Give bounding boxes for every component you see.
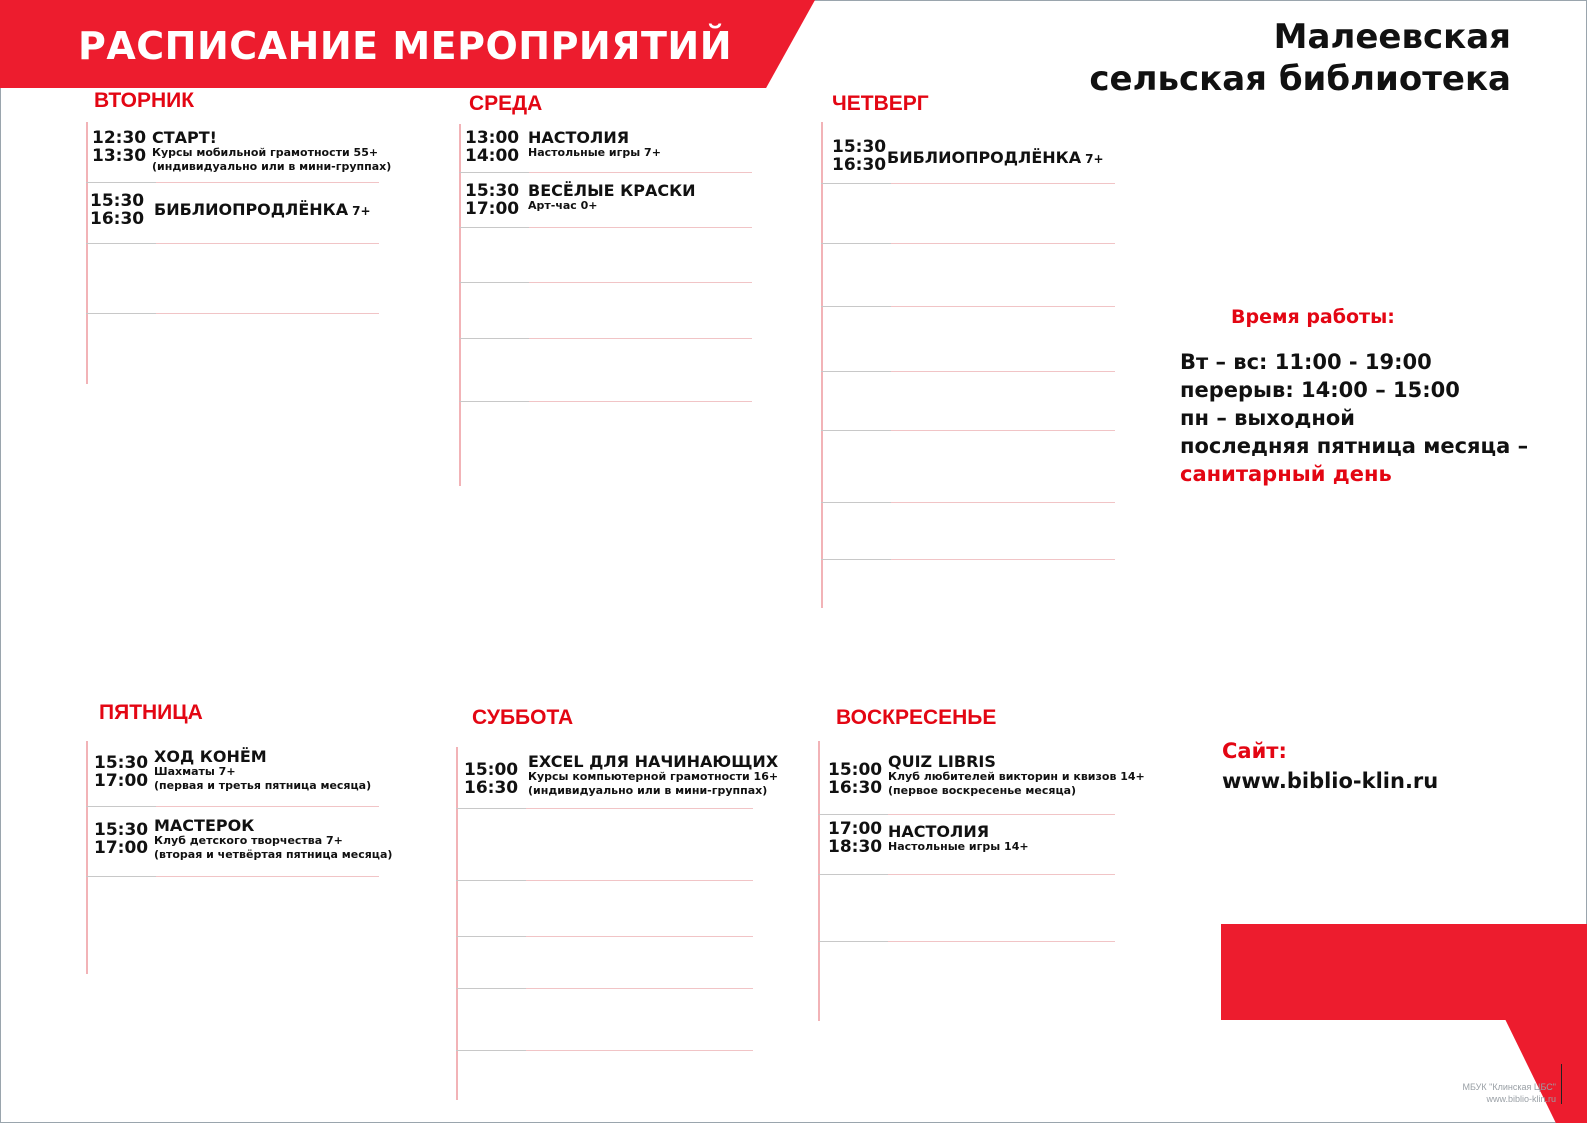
row-divider [459,338,752,339]
website-link[interactable]: www.biblio-klin.ru [1222,769,1439,793]
event-start: 15:30 [832,137,887,157]
event-note: (индивидуально или в мини-группах) [528,784,768,797]
event-body [528,182,768,213]
event-body [888,823,1128,854]
event-body [528,752,779,798]
row-divider [86,806,379,807]
event-description: Клуб любителей викторин и квизов 14+ [888,770,1145,783]
row-divider [456,880,753,881]
event-start: 13:00 [465,128,520,148]
event-note: (первая и третья пятница месяца) [154,779,372,792]
event-age: 7+ [352,204,371,218]
event-description: Шахматы 7+ [154,765,236,778]
event-end: 17:00 [465,199,520,219]
day-saturday [456,703,779,1103]
day-title: СРЕДА [469,92,543,115]
event-body [154,748,394,793]
event-description: Курсы мобильной грамотности 55+ [152,146,379,159]
event-time [465,129,525,165]
event-description: Клуб детского творчества 7+ [154,834,343,847]
column-line [86,122,88,384]
row-divider [818,941,1115,942]
event-end: 17:00 [94,771,149,791]
event-end: 17:00 [94,838,149,858]
decor-red-block [1221,924,1587,1020]
event-description: Настольные игры 7+ [528,146,661,159]
event-time [92,129,152,165]
event-end: 16:30 [464,778,519,798]
event-time [465,182,525,218]
row-divider [821,183,1115,184]
event-start: 17:00 [828,819,883,839]
event-body [887,149,1127,168]
hours-line: Вт – вс: 11:00 - 19:00 [1180,350,1432,374]
event-description: Арт-час 0+ [528,199,598,212]
row-divider [459,172,752,173]
event-age: 7+ [1085,152,1104,166]
working-hours [1180,306,1528,488]
column-line [821,122,823,608]
day-tuesday [86,88,392,388]
event-end: 13:30 [92,146,147,166]
row-divider [821,371,1115,372]
event-title: НАСТОЛИЯ [888,822,990,841]
column-line [86,741,88,974]
event-start: 15:30 [90,191,145,211]
row-divider [821,243,1115,244]
row-divider [459,401,752,402]
event-body [528,129,768,160]
column-line [456,747,458,1100]
event-title: ВЕСЁЛЫЕ КРАСКИ [528,181,696,200]
event-time [94,754,154,790]
event-start: 15:30 [94,820,149,840]
working-hours-title: Время работы: [1231,306,1395,328]
row-divider [818,814,1115,815]
event-time [828,761,888,797]
row-divider [821,306,1115,307]
event-title: ХОД КОНЁМ [154,747,267,766]
event-start: 15:00 [464,760,519,780]
event-start: 15:30 [465,181,520,201]
event-end: 16:30 [828,778,883,798]
event-description: Настольные игры 14+ [888,840,1029,853]
event-note: (первое воскресенье месяца) [888,784,1077,797]
row-divider [821,430,1115,431]
event-body [154,817,394,862]
row-divider [456,808,753,809]
event-time [90,192,150,228]
website-label: Сайт: [1222,739,1287,763]
row-divider [459,227,752,228]
page-title: РАСПИСАНИЕ МЕРОПРИЯТИЙ [78,24,733,68]
day-title: ВТОРНИК [94,89,195,112]
row-divider [821,502,1115,503]
event-title-text: БИБЛИОПРОДЛЁНКА [154,200,349,219]
day-wednesday [459,88,759,488]
row-divider [821,559,1115,560]
event-title-text: БИБЛИОПРОДЛЁНКА [887,148,1082,167]
hours-line: последняя пятница месяца – [1180,434,1529,458]
event-title: МАСТЕРОК [154,816,255,835]
hours-line: перерыв: 14:00 – 15:00 [1180,378,1460,402]
event-title [154,201,394,220]
website-block [1222,736,1438,796]
event-body [154,201,394,220]
event-start: 15:00 [828,760,883,780]
event-time [464,761,524,797]
row-divider [456,1050,753,1051]
column-line [459,124,461,486]
library-name-line2: сельская библиотека [1089,59,1511,99]
day-title: ЧЕТВЕРГ [832,92,929,115]
day-title: СУББОТА [472,706,574,729]
event-title: QUIZ LIBRIS [888,752,996,771]
row-divider [818,874,1115,875]
event-time [832,138,892,174]
event-start: 15:30 [94,753,149,773]
day-sunday [818,703,1145,1023]
row-divider [456,936,753,937]
row-divider [86,182,379,183]
event-note: (индивидуально или в мини-группах) [152,160,392,173]
row-divider [86,243,379,244]
event-title: EXCEL ДЛЯ НАЧИНАЮЩИХ [528,752,779,771]
day-title: ПЯТНИЦА [99,701,203,724]
day-thursday [821,88,1121,613]
sanitary-day-text: санитарный день [1180,462,1392,486]
event-title: СТАРТ! [152,128,217,147]
day-title: ВОСКРЕСЕНЬЕ [836,706,997,729]
event-time [828,820,888,856]
row-divider [456,988,753,989]
footer-org: МБУК "Клинская ЦБС" [1462,1082,1556,1092]
event-end: 16:30 [90,209,145,229]
footer-divider [1561,1064,1562,1104]
footer-url: www.biblio-klin.ru [1486,1094,1556,1104]
row-divider [86,313,379,314]
hours-line: пн – выходной [1180,406,1356,430]
row-divider [459,282,752,283]
event-title [887,149,1127,168]
column-line [818,741,820,1021]
event-end: 16:30 [832,155,887,175]
event-start: 12:30 [92,128,147,148]
event-title: НАСТОЛИЯ [528,128,630,147]
footer-credit [1428,1081,1556,1105]
library-name-line1: Малеевская [1273,17,1511,57]
event-end: 18:30 [828,837,883,857]
library-name [1089,16,1511,100]
event-time [94,821,154,857]
event-body [888,752,1145,798]
event-body [152,129,392,174]
row-divider [86,876,379,877]
day-friday [86,698,393,978]
event-description: Курсы компьютерной грамотности 16+ [528,770,779,783]
event-end: 14:00 [465,146,520,166]
event-note: (вторая и четвёртая пятница месяца) [154,848,393,861]
